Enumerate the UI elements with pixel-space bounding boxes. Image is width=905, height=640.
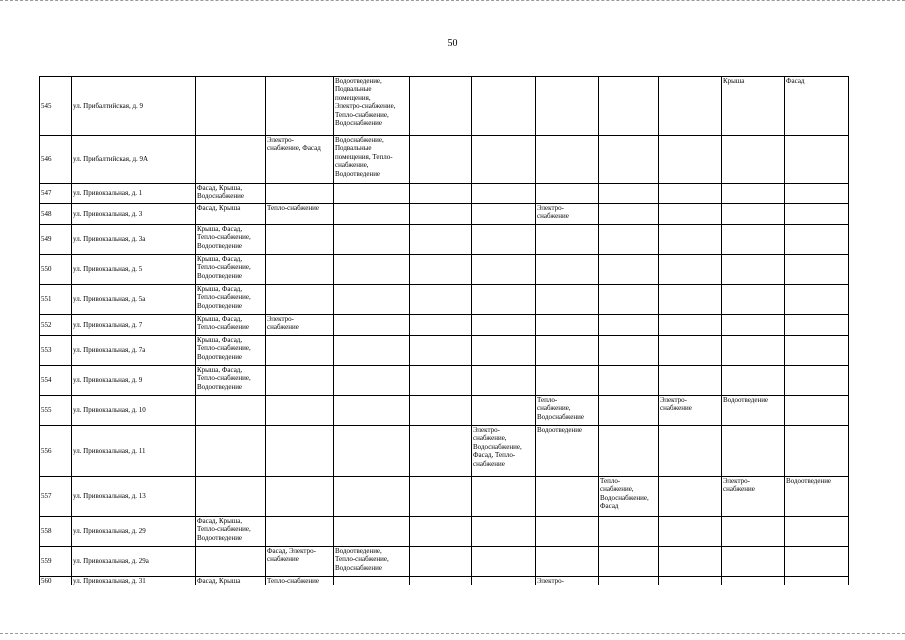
work-cell — [410, 136, 472, 184]
work-cell — [266, 136, 334, 184]
work-cell — [785, 225, 849, 255]
work-cell — [410, 366, 472, 396]
row-number: 556 — [40, 426, 72, 477]
work-line: снабжение — [473, 459, 505, 468]
work-cell — [722, 204, 785, 225]
table-row — [40, 396, 849, 426]
row-number: 548 — [40, 204, 72, 225]
work-line: Электро- — [267, 136, 294, 144]
work-cell — [536, 547, 599, 577]
work-cell — [659, 204, 722, 225]
work-cell — [722, 477, 785, 517]
work-cell — [722, 285, 785, 315]
work-cell — [334, 477, 410, 517]
scan-top-edge — [0, 0, 905, 3]
work-cell — [196, 366, 266, 396]
work-cell — [266, 336, 334, 366]
table-row — [40, 517, 849, 547]
work-cell — [472, 136, 536, 184]
address-cell: ул. Привокзальная, д. 3 — [72, 204, 196, 225]
work-line: Тепло- — [600, 477, 621, 485]
work-cell — [196, 285, 266, 315]
work-cell — [334, 285, 410, 315]
work-line: Тепло-снабжение, — [197, 344, 251, 353]
work-cell — [599, 184, 659, 204]
row-number: 559 — [40, 547, 72, 577]
work-cell — [536, 517, 599, 547]
work-cell — [196, 426, 266, 477]
row-number: 557 — [40, 477, 72, 517]
work-cell — [785, 517, 849, 547]
table-row — [40, 366, 849, 396]
work-cell — [785, 477, 849, 517]
work-cell — [196, 517, 266, 547]
work-line: Фасад — [786, 77, 805, 85]
work-cell — [599, 477, 659, 517]
work-cell — [659, 336, 722, 366]
work-cell — [410, 336, 472, 366]
work-cell — [722, 577, 785, 586]
work-cell — [196, 255, 266, 285]
work-cell — [266, 285, 334, 315]
row-number: 550 — [40, 255, 72, 285]
work-cell — [722, 396, 785, 426]
work-line: Тепло-снабжение, — [197, 293, 251, 302]
work-cell — [659, 577, 722, 586]
work-cell — [536, 577, 599, 586]
work-cell — [196, 136, 266, 184]
work-cell — [722, 547, 785, 577]
address-cell: ул. Привокзальная, д. 5 — [72, 255, 196, 285]
work-cell — [472, 77, 536, 136]
work-line: Фасад, Крыша — [197, 577, 241, 585]
work-cell — [659, 547, 722, 577]
work-line: помещения, — [335, 93, 371, 102]
work-cell — [472, 225, 536, 255]
work-cell — [334, 225, 410, 255]
work-cell — [334, 77, 410, 136]
table-row — [40, 184, 849, 204]
work-cell — [266, 204, 334, 225]
work-line: снабжение — [267, 323, 299, 332]
work-cell — [785, 285, 849, 315]
work-cell — [536, 184, 599, 204]
work-cell — [266, 315, 334, 336]
row-number: 560 — [40, 577, 72, 586]
address-cell: ул. Прибалтийская, д. 9 — [72, 77, 196, 136]
work-line: Крыша, Фасад, — [197, 255, 243, 263]
work-line: снабжение, — [537, 404, 571, 413]
work-line: снабжение — [267, 555, 299, 564]
row-number: 549 — [40, 225, 72, 255]
work-line: Водоснабжение — [335, 119, 383, 128]
work-cell — [536, 204, 599, 225]
table-row — [40, 204, 849, 225]
work-cell — [722, 225, 785, 255]
work-line: Водоотведение — [197, 271, 243, 280]
work-line: снабжение, — [600, 485, 634, 494]
work-cell — [785, 426, 849, 477]
work-cell — [410, 426, 472, 477]
work-line: Фасад, Крыша, — [197, 184, 243, 192]
address-cell: ул. Привокзальная, д. 13 — [72, 477, 196, 517]
work-line: Тепло-снабжение, — [197, 233, 251, 242]
work-cell — [536, 225, 599, 255]
row-number: 552 — [40, 315, 72, 336]
work-cell — [599, 204, 659, 225]
work-cell — [334, 184, 410, 204]
work-cell — [722, 426, 785, 477]
work-cell — [472, 315, 536, 336]
work-cell — [659, 225, 722, 255]
work-cell — [785, 184, 849, 204]
work-cell — [410, 285, 472, 315]
work-cell — [334, 517, 410, 547]
work-cell — [410, 547, 472, 577]
work-line: Крыша, Фасад, — [197, 315, 243, 323]
table-row — [40, 255, 849, 285]
work-cell — [196, 315, 266, 336]
work-cell — [196, 77, 266, 136]
work-cell — [410, 577, 472, 586]
work-line: Фасад — [600, 502, 619, 511]
table-body — [40, 77, 849, 586]
work-line: Крыша, Фасад, — [197, 336, 243, 344]
work-line: Электро- — [267, 315, 294, 323]
work-cell — [722, 77, 785, 136]
work-cell — [599, 366, 659, 396]
work-line: Тепло-снабжение — [267, 204, 319, 212]
work-line: Водоотведение, — [335, 77, 382, 85]
address-cell: ул. Привокзальная, д. 11 — [72, 426, 196, 477]
work-cell — [659, 517, 722, 547]
address-cell: ул. Привокзальная, д. 7а — [72, 336, 196, 366]
work-cell — [410, 315, 472, 336]
work-cell — [722, 136, 785, 184]
work-cell — [659, 77, 722, 136]
work-cell — [536, 336, 599, 366]
table-row — [40, 477, 849, 517]
work-cell — [334, 255, 410, 285]
work-line: Водоотведение — [197, 301, 243, 310]
work-cell — [785, 547, 849, 577]
work-cell — [536, 315, 599, 336]
page-number: 50 — [447, 38, 458, 49]
scan-bottom-edge — [0, 633, 905, 636]
work-cell — [536, 77, 599, 136]
work-line: Водоотведение — [786, 477, 832, 485]
work-cell — [599, 285, 659, 315]
work-line: Электро- — [537, 204, 564, 212]
work-cell — [659, 285, 722, 315]
work-cell — [410, 477, 472, 517]
work-line: Тепло-снабжение, — [335, 110, 389, 119]
work-cell — [410, 255, 472, 285]
work-line: Подвальные — [335, 85, 372, 94]
work-cell — [472, 255, 536, 285]
work-cell — [659, 426, 722, 477]
work-cell — [266, 477, 334, 517]
work-line: Тепло-снабжение — [197, 323, 249, 332]
work-cell — [266, 396, 334, 426]
work-line: снабжение — [537, 212, 569, 221]
table-row — [40, 547, 849, 577]
work-cell — [785, 396, 849, 426]
work-line: Тепло-снабжение, — [335, 555, 389, 564]
address-cell: ул. Привокзальная, д. 31 — [72, 577, 196, 586]
work-cell — [266, 255, 334, 285]
work-line: Электро- — [660, 396, 687, 404]
work-cell — [334, 204, 410, 225]
table-row — [40, 77, 849, 136]
work-cell — [334, 315, 410, 336]
work-line: Электро- — [537, 577, 564, 585]
work-line: Водоотведение — [723, 396, 769, 404]
work-cell — [266, 547, 334, 577]
work-cell — [472, 204, 536, 225]
work-line: Фасад, Крыша, — [197, 517, 243, 525]
work-line: Водоснабжение — [335, 563, 383, 572]
work-line: Фасад, Электро- — [267, 547, 316, 555]
work-cell — [334, 396, 410, 426]
work-cell — [334, 577, 410, 586]
work-cell — [785, 255, 849, 285]
work-cell — [599, 255, 659, 285]
work-cell — [472, 184, 536, 204]
work-cell — [266, 517, 334, 547]
work-line: помещения, Тепло- — [335, 152, 393, 161]
work-cell — [410, 225, 472, 255]
address-cell: ул. Привокзальная, д. 5а — [72, 285, 196, 315]
work-line: Водоснабжение, — [335, 136, 384, 144]
work-cell — [785, 136, 849, 184]
work-cell — [472, 517, 536, 547]
table-row — [40, 426, 849, 477]
work-line: снабжение, Фасад — [267, 144, 321, 153]
work-line: Водоотведение — [197, 382, 243, 391]
work-cell — [785, 204, 849, 225]
work-cell — [722, 184, 785, 204]
work-cell — [722, 517, 785, 547]
table-row — [40, 577, 849, 586]
work-cell — [472, 577, 536, 586]
work-line: Водоотведение — [537, 426, 583, 434]
work-cell — [334, 136, 410, 184]
work-cell — [472, 285, 536, 315]
work-cell — [599, 315, 659, 336]
work-cell — [659, 366, 722, 396]
work-cell — [536, 136, 599, 184]
work-cell — [722, 255, 785, 285]
row-number: 554 — [40, 366, 72, 396]
work-line: Крыша, Фасад, — [197, 366, 243, 374]
row-number: 551 — [40, 285, 72, 315]
work-cell — [659, 255, 722, 285]
address-cell: ул. Привокзальная, д. 9 — [72, 366, 196, 396]
work-line: Крыша — [723, 77, 745, 85]
work-cell — [266, 225, 334, 255]
work-cell — [599, 517, 659, 547]
work-cell — [659, 315, 722, 336]
table-row — [40, 225, 849, 255]
work-cell — [266, 77, 334, 136]
work-cell — [659, 184, 722, 204]
work-cell — [196, 547, 266, 577]
work-cell — [599, 336, 659, 366]
work-cell — [659, 477, 722, 517]
work-cell — [659, 136, 722, 184]
work-cell — [722, 315, 785, 336]
work-cell — [472, 396, 536, 426]
work-cell — [196, 477, 266, 517]
address-cell: ул. Привокзальная, д. 7 — [72, 315, 196, 336]
work-cell — [599, 77, 659, 136]
repair-schedule-table — [39, 76, 849, 585]
work-line: Водоснабжение — [537, 412, 585, 421]
work-cell — [410, 204, 472, 225]
row-number: 546 — [40, 136, 72, 184]
work-cell — [196, 336, 266, 366]
work-cell — [196, 184, 266, 204]
work-cell — [196, 225, 266, 255]
work-line: Водоснабжение, — [473, 442, 522, 451]
work-cell — [599, 577, 659, 586]
work-cell — [334, 547, 410, 577]
work-cell — [785, 336, 849, 366]
work-line: Фасад, Крыша — [197, 204, 241, 212]
work-cell — [472, 336, 536, 366]
address-cell: ул. Прибалтийская, д. 9А — [72, 136, 196, 184]
work-line: Тепло-снабжение, — [197, 263, 251, 272]
work-cell — [659, 396, 722, 426]
work-cell — [785, 315, 849, 336]
work-line: Тепло-снабжение, — [197, 525, 251, 534]
work-line: Водоотведение — [197, 241, 243, 250]
work-line: Тепло- — [537, 396, 558, 404]
work-cell — [266, 184, 334, 204]
work-cell — [472, 477, 536, 517]
work-cell — [410, 517, 472, 547]
work-line: Тепло-снабжение — [267, 577, 319, 585]
work-cell — [536, 255, 599, 285]
work-line: Водоснабжение, — [600, 493, 649, 502]
work-cell — [334, 426, 410, 477]
work-line: Водоснабжение — [197, 192, 245, 201]
work-cell — [196, 204, 266, 225]
work-cell — [785, 77, 849, 136]
work-line: Крыша, Фасад, — [197, 225, 243, 233]
address-cell: ул. Привокзальная, д. 29 — [72, 517, 196, 547]
work-line: Электро-снабжение, — [335, 102, 396, 111]
row-number: 547 — [40, 184, 72, 204]
work-line: Тепло-снабжение, — [197, 374, 251, 383]
address-cell: ул. Привокзальная, д. 10 — [72, 396, 196, 426]
work-line: снабжение — [660, 404, 692, 413]
work-cell — [334, 366, 410, 396]
table-row — [40, 315, 849, 336]
work-cell — [536, 426, 599, 477]
work-line: Водоотведение — [197, 533, 243, 542]
work-cell — [266, 577, 334, 586]
work-cell — [410, 77, 472, 136]
work-cell — [196, 577, 266, 586]
work-cell — [599, 396, 659, 426]
work-cell — [410, 396, 472, 426]
work-cell — [599, 426, 659, 477]
work-cell — [196, 396, 266, 426]
work-cell — [472, 366, 536, 396]
address-cell: ул. Привокзальная, д. 3а — [72, 225, 196, 255]
row-number: 555 — [40, 396, 72, 426]
work-cell — [266, 366, 334, 396]
work-line: снабжение, — [473, 434, 507, 443]
address-cell: ул. Привокзальная, д. 29а — [72, 547, 196, 577]
work-cell — [599, 547, 659, 577]
work-cell — [722, 366, 785, 396]
work-cell — [722, 336, 785, 366]
table-row — [40, 285, 849, 315]
row-number: 545 — [40, 77, 72, 136]
work-cell — [536, 366, 599, 396]
work-line: Водоотведение — [197, 352, 243, 361]
work-cell — [599, 136, 659, 184]
table-row — [40, 336, 849, 366]
work-line: Фасад, Тепло- — [473, 451, 516, 460]
work-line: снабжение, — [335, 161, 369, 170]
work-line: Подвальные — [335, 144, 372, 153]
work-line: Электро- — [723, 477, 750, 485]
work-cell — [536, 396, 599, 426]
table-row — [40, 136, 849, 184]
work-cell — [785, 366, 849, 396]
work-line: Водоотведение — [335, 169, 381, 178]
row-number: 553 — [40, 336, 72, 366]
work-cell — [536, 477, 599, 517]
work-cell — [266, 426, 334, 477]
work-line: Электро- — [473, 426, 500, 434]
work-cell — [599, 225, 659, 255]
work-cell — [472, 426, 536, 477]
row-number: 558 — [40, 517, 72, 547]
work-cell — [334, 336, 410, 366]
address-cell: ул. Привокзальная, д. 1 — [72, 184, 196, 204]
work-line: Водоотведение, — [335, 547, 382, 555]
work-line: снабжение — [723, 485, 755, 494]
work-cell — [536, 285, 599, 315]
work-cell — [785, 577, 849, 586]
work-cell — [410, 184, 472, 204]
work-cell — [472, 547, 536, 577]
work-line: Крыша, Фасад, — [197, 285, 243, 293]
